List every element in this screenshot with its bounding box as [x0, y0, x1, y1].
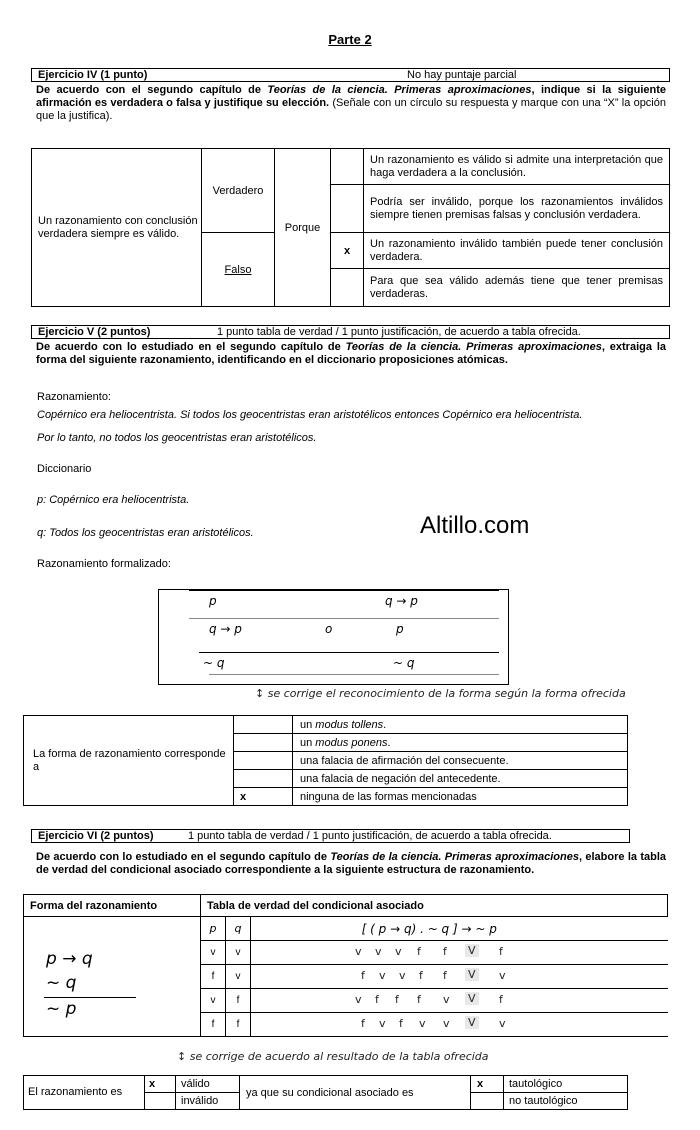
ex5-instructions — [36, 341, 666, 367]
reasoning-line-1: Copérnico era heliocentrista. Si todos los geocentristas eran aristotélicos entonces Copérnico era heliocentrista. — [37, 409, 583, 421]
ex6-scoring: 1 punto tabla de verdad / 1 punto justificación, de acuerdo a tabla ofrecida. — [188, 830, 552, 842]
ex6-header — [31, 829, 630, 843]
ex4-instr-part2: , indique si la siguiente afirmación es verdadera o falsa y justifique su elección. — [36, 84, 666, 109]
final-answer-table — [23, 1075, 628, 1110]
col-form-header-text: Forma del razonamiento — [30, 899, 158, 912]
form-mid-line — [189, 618, 499, 619]
valid-option — [176, 1076, 240, 1093]
row-q-value: v — [235, 947, 241, 958]
form-option-post: . — [387, 736, 391, 749]
ex4-reason-text: Un razonamiento es válido si admite una interpretación que haga verdadera a la conclusión. — [370, 153, 663, 179]
ex4-statement: Un razonamiento con conclusión verdadera siempre es válido. — [38, 214, 198, 240]
ex5-scoring: 1 punto tabla de verdad / 1 punto justificación, de acuerdo a tabla ofrecida. — [217, 326, 581, 338]
col-table-header — [201, 895, 668, 917]
ex4-instr-book: Teorías de la ciencia. Primeras aproximaciones — [267, 84, 532, 96]
nontaut-option — [504, 1093, 628, 1110]
form-premise1: p → q — [46, 949, 93, 969]
watermark: Altillo.com — [420, 512, 530, 539]
row-q — [226, 965, 251, 989]
row-values — [251, 1013, 668, 1037]
valid-mark[interactable] — [145, 1076, 176, 1093]
row-val: v — [355, 993, 362, 1006]
row-val: f — [443, 945, 447, 958]
dictionary-label: Diccionario — [37, 463, 92, 475]
row-main-val: V — [465, 992, 479, 1005]
ex4-reason-text: Podría ser inválido, porque los razonamientos inválidos siempre tienen premisas falsas y conclusión verdadera. — [370, 195, 663, 221]
row-p-value: f — [211, 1019, 215, 1030]
form-a-premise1: p — [209, 594, 217, 608]
ex4-statement-cell — [32, 149, 202, 307]
final-label-cell — [24, 1076, 145, 1110]
ex4-reason — [364, 233, 670, 269]
ex5-instr-book: Teorías de la ciencia. Primeras aproximaciones — [345, 341, 602, 353]
ex4-false-cell[interactable] — [202, 233, 275, 307]
ex4-option-false[interactable]: Falso — [224, 263, 252, 276]
ex6-title: Ejercicio VI (2 puntos) — [38, 830, 154, 842]
row-main-val: V — [465, 944, 479, 957]
form-option-post: . — [383, 718, 387, 731]
ex4-reason-mark[interactable] — [331, 233, 364, 269]
form-question-cell — [24, 716, 234, 806]
ex4-reason-text: Para que sea válido además tiene que tener premisas verdaderas. — [370, 274, 663, 300]
form-bottom-line — [209, 674, 499, 675]
ex4-reason — [364, 185, 670, 233]
row-q-value: v — [235, 971, 241, 982]
row-val: v — [499, 1017, 506, 1030]
form-premise2: ~ q — [46, 973, 77, 993]
ex4-because: Porque — [284, 221, 321, 234]
valid-option-text: válido — [181, 1078, 210, 1090]
form-divider — [44, 997, 136, 998]
var-q-header — [226, 917, 251, 941]
col-form-header — [24, 895, 201, 917]
ex4-instructions — [36, 84, 666, 123]
form-option-mark[interactable] — [234, 770, 293, 788]
ex4-reason-mark[interactable] — [331, 149, 364, 185]
row-q — [226, 941, 251, 965]
formula-text: [ ( p → q) . ~ q ] → ~ p — [361, 921, 497, 936]
row-val: v — [375, 945, 382, 958]
row-val: f — [361, 1017, 365, 1030]
row-p-value: v — [210, 947, 216, 958]
formalized-box — [158, 589, 509, 685]
row-main-val: V — [465, 1016, 479, 1029]
form-b-conclusion: ~ q — [393, 656, 415, 670]
row-q-value: f — [236, 1019, 240, 1030]
row-val: f — [499, 945, 503, 958]
row-val: v — [379, 1017, 386, 1030]
row-values — [251, 989, 668, 1013]
ex6-instr-part1: De acuerdo con lo estudiado en el segundo capítulo de — [36, 851, 331, 863]
form-a-premise2: q → p — [209, 622, 242, 636]
form-conclusion: ~ p — [46, 999, 77, 1019]
ex4-option-true[interactable]: Verdadero — [212, 184, 264, 197]
ex6-correction-note: ↕ se corrige de acuerdo al resultado de la tabla ofrecida — [177, 1050, 489, 1063]
col-table-header-text: Tabla de verdad del condicional asociado — [207, 899, 424, 912]
ex4-because-cell — [275, 149, 331, 307]
form-option-text: una falacia de negación del antecedente. — [300, 772, 501, 785]
invalid-option-text: inválido — [181, 1095, 219, 1107]
reasoning-form-cell — [24, 917, 201, 1037]
taut-option-text: tautológico — [509, 1078, 563, 1090]
taut-option — [504, 1076, 628, 1093]
row-p — [201, 1013, 226, 1037]
var-p-text: p — [209, 922, 217, 935]
var-p-header — [201, 917, 226, 941]
ex4-table — [31, 148, 670, 307]
ex6-instr-part2: , elabore la tabla de verdad del condicional asociado correspondiente a la siguiente estructura de razonamiento. — [36, 851, 667, 876]
row-val: f — [375, 993, 379, 1006]
form-option-mark-text: x — [240, 790, 247, 803]
nontaut-option-text: no tautológico — [509, 1095, 578, 1107]
form-b-premise1: q → p — [385, 594, 418, 608]
form-question: La forma de razonamiento corresponde a — [33, 747, 226, 773]
row-val: v — [355, 945, 362, 958]
reasoning-label: Razonamiento: — [37, 391, 111, 403]
row-val: f — [395, 993, 399, 1006]
row-val: f — [417, 945, 421, 958]
row-q — [226, 1013, 251, 1037]
row-q — [226, 989, 251, 1013]
form-top-line — [189, 590, 499, 591]
ex4-true-cell[interactable] — [202, 149, 275, 233]
taut-mark[interactable] — [471, 1076, 504, 1093]
form-option-text: un — [300, 736, 316, 749]
ex4-reason-mark[interactable] — [331, 185, 364, 233]
row-val: v — [499, 969, 506, 982]
ex5-instr-part2: , extraiga la forma del siguiente razonamiento, identificando en el diccionario proposiciones atómicas. — [36, 341, 667, 366]
form-option — [293, 770, 628, 788]
row-val: v — [399, 969, 406, 982]
ex4-instr-note: (Señale con un círculo su respuesta y marque con una “X” la opción que la justifica). — [36, 97, 666, 122]
row-p — [201, 941, 226, 965]
invalid-mark[interactable] — [145, 1093, 176, 1110]
form-option — [293, 788, 628, 806]
since-text: ya que su condicional asociado es — [246, 1086, 414, 1099]
ex4-title: Ejercicio IV (1 punto) — [38, 69, 148, 81]
form-option-italic: modus ponens — [315, 736, 388, 749]
truth-table — [23, 894, 668, 1037]
ex4-reason — [364, 269, 670, 307]
row-val: f — [417, 993, 421, 1006]
row-p-value: f — [211, 971, 215, 982]
row-val: f — [361, 969, 365, 982]
row-val: v — [395, 945, 402, 958]
dictionary-p: p: Copérnico era heliocentrista. — [37, 494, 190, 506]
form-option-text: una falacia de afirmación del consecuente. — [300, 754, 509, 767]
ex4-instr-part1: De acuerdo con el segundo capítulo de — [36, 84, 268, 96]
ex4-header — [31, 68, 670, 82]
row-val: f — [419, 969, 423, 982]
ex4-reason — [364, 149, 670, 185]
form-b-premise2: p — [396, 622, 404, 636]
var-q-text: q — [234, 922, 242, 935]
row-main-val: V — [465, 968, 479, 981]
form-option-mark[interactable] — [234, 734, 293, 752]
ex5-correction-note: ↕ se corrige el reconocimiento de la forma según la forma ofrecida — [255, 687, 626, 700]
form-option-mark[interactable] — [234, 716, 293, 734]
ex4-scoring: No hay puntaje parcial — [407, 69, 517, 81]
row-q-value: f — [236, 995, 240, 1006]
row-val: f — [443, 969, 447, 982]
form-option — [293, 734, 628, 752]
row-val: v — [443, 1017, 450, 1030]
form-option-text: un — [300, 718, 316, 731]
ex5-title: Ejercicio V (2 puntos) — [38, 326, 151, 338]
form-option-mark[interactable] — [234, 788, 293, 806]
ex5-header — [31, 325, 670, 339]
ex6-instructions — [36, 851, 666, 877]
ex5-instr-part1: De acuerdo con lo estudiado en el segundo capítulo de — [36, 341, 346, 353]
reasoning-line-2: Por lo tanto, no todos los geocentristas eran aristotélicos. — [37, 432, 317, 444]
form-conclusion-line — [199, 652, 499, 653]
taut-mark-text: x — [477, 1078, 484, 1090]
formula-header — [251, 917, 668, 941]
row-values — [251, 965, 668, 989]
dictionary-q: q: Todos los geocentristas eran aristotélicos. — [37, 527, 254, 539]
final-label: El razonamiento es — [28, 1086, 123, 1098]
form-or: o — [325, 622, 333, 636]
row-values — [251, 941, 668, 965]
page-title: Parte 2 — [328, 32, 372, 47]
row-val: f — [399, 1017, 403, 1030]
ex4-reason-text: Un razonamiento inválido también puede tener conclusión verdadera. — [370, 237, 663, 263]
ex5-options-table — [23, 715, 628, 806]
row-p — [201, 989, 226, 1013]
row-val: v — [419, 1017, 426, 1030]
form-option-mark[interactable] — [234, 752, 293, 770]
row-val: v — [443, 993, 450, 1006]
form-a-conclusion: ~ q — [203, 656, 225, 670]
ex4-reason-mark[interactable] — [331, 269, 364, 307]
ex4-reason-mark-text: x — [343, 244, 351, 257]
form-option-italic: modus tollens — [315, 718, 384, 731]
nontaut-mark[interactable] — [471, 1093, 504, 1110]
form-option — [293, 752, 628, 770]
ex6-instr-book: Teorías de la ciencia. Primeras aproximaciones — [330, 851, 579, 863]
row-val: v — [379, 969, 386, 982]
invalid-option — [176, 1093, 240, 1110]
form-option — [293, 716, 628, 734]
row-p-value: v — [210, 995, 216, 1006]
formalized-label: Razonamiento formalizado: — [37, 558, 171, 570]
form-option-text: ninguna de las formas mencionadas — [300, 790, 477, 803]
row-val: f — [499, 993, 503, 1006]
since-cell — [240, 1076, 471, 1110]
row-p — [201, 965, 226, 989]
valid-mark-text: x — [149, 1078, 156, 1090]
